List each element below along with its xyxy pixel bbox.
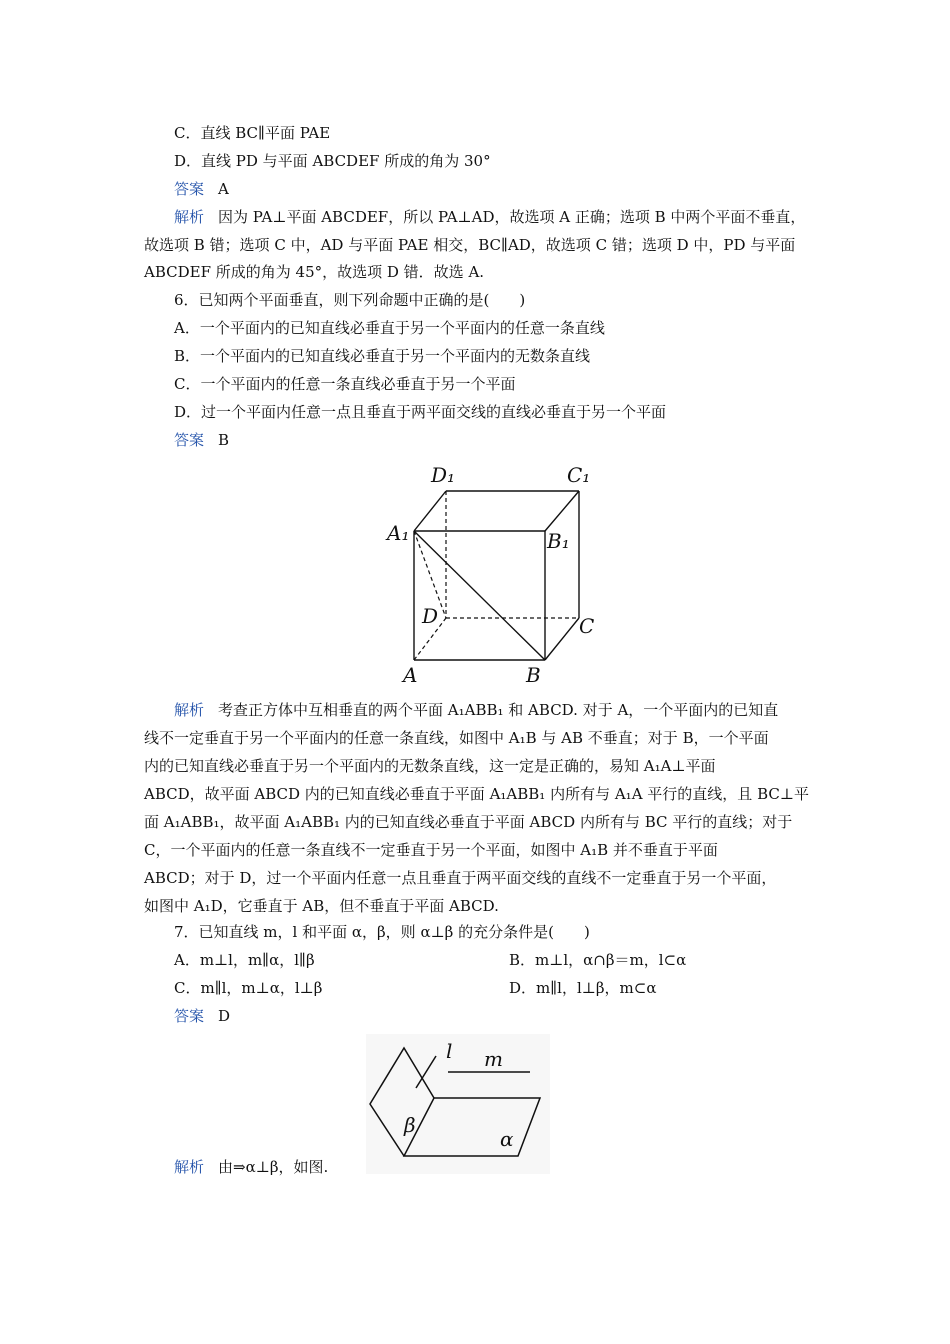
label-beta: β [404, 1113, 416, 1137]
q7-option-c: C．m∥l，m⊥α，l⊥β [174, 979, 323, 997]
q6-option-b: B．一个平面内的已知直线必垂直于另一个平面内的无数条直线 [174, 347, 591, 365]
label-d: D [422, 604, 439, 628]
label-c1: C₁ [567, 463, 591, 487]
analysis-text: 考查正方体中互相垂直的两个平面 A₁ABB₁ 和 ABCD. 对于 A，一个平面内的已知直 [218, 701, 779, 719]
q6-analysis-line-2: 线不一定垂直于另一个平面内的任意一条直线，如图中 A₁B 与 AB 不垂直；对于 B，一个平面 [144, 729, 769, 747]
analysis-text: 因为 PA⊥平面 ABCDEF，所以 PA⊥AD，故选项 A 正确；选项 B 中两个平面不垂直， [218, 208, 806, 226]
edge-a1-d1 [414, 491, 446, 531]
label-alpha: α [500, 1127, 514, 1151]
label-l: l [446, 1039, 453, 1063]
q7-answer [174, 1006, 230, 1026]
q6-option-c: C．一个平面内的任意一条直线必垂直于另一个平面 [174, 375, 516, 393]
q5-option-d: D．直线 PD 与平面 ABCDEF 所成的角为 30° [174, 152, 491, 170]
q5-answer [174, 179, 229, 199]
answer-value: B [218, 431, 230, 449]
q5-analysis-line-3: ABCDEF 所成的角为 45°，故选项 D 错．故选 A. [144, 263, 485, 281]
label-a: A [403, 663, 418, 687]
q5-analysis-line-1 [174, 207, 805, 227]
q6-stem: 6．已知两个平面垂直，则下列命题中正确的是( ) [174, 291, 526, 309]
label-b1: B₁ [547, 529, 570, 553]
analysis-label: 解析 [174, 701, 205, 719]
cube-figure [383, 456, 603, 688]
analysis-label: 解析 [174, 1158, 205, 1176]
q7-option-a: A．m⊥l，m∥α，l∥β [174, 951, 315, 969]
q7-option-d: D．m∥l，l⊥β，m⊂α [509, 979, 657, 997]
answer-label: 答案 [174, 431, 205, 449]
q6-analysis-line-6: C，一个平面内的任意一条直线不一定垂直于另一个平面，如图中 A₁B 并不垂直于平面 [144, 841, 718, 859]
label-b: B [526, 663, 541, 687]
analysis-text: 由⇒α⊥β，如图. [218, 1158, 329, 1176]
answer-value: D [218, 1007, 231, 1025]
diagonal-a1-b [414, 531, 545, 660]
q6-option-d: D．过一个平面内任意一点且垂直于两平面交线的直线必垂直于另一个平面 [174, 403, 667, 421]
q7-stem: 7．已知直线 m，l 和平面 α，β，则 α⊥β 的充分条件是( ) [174, 923, 590, 941]
answer-label: 答案 [174, 1007, 205, 1025]
q6-answer [174, 430, 229, 450]
planes-figure [366, 1034, 550, 1174]
answer-value: A [218, 180, 229, 198]
q6-analysis-line-5: 面 A₁ABB₁，故平面 A₁ABB₁ 内的已知直线必垂直于平面 ABCD 内所有与 BC 平行的直线；对于 [144, 813, 793, 831]
edge-b1-c1 [545, 491, 579, 531]
q5-analysis-line-2: 故选项 B 错；选项 C 中，AD 与平面 PAE 相交，BC∥AD，故选项 C 错；选项 D 中，PD 与平面 [144, 236, 796, 254]
q6-analysis-line-8: 如图中 A₁D，它垂直于 AB，但不垂直于平面 ABCD. [144, 897, 499, 915]
q6-analysis-line-1 [174, 700, 778, 720]
q7-analysis [174, 1157, 328, 1177]
q6-option-a: A．一个平面内的已知直线必垂直于另一个平面内的任意一条直线 [174, 319, 605, 337]
q6-analysis-line-3: 内的已知直线必垂直于另一个平面内的无数条直线，这一定是正确的，易知 A₁A⊥平面 [144, 757, 716, 775]
q5-option-c: C．直线 BC∥平面 PAE [174, 124, 331, 142]
label-m: m [484, 1047, 503, 1071]
label-a1: A₁ [387, 521, 410, 545]
q7-option-b: B．m⊥l，α∩β＝m，l⊂α [509, 951, 687, 969]
label-c: C [579, 614, 595, 638]
label-d1: D₁ [431, 463, 456, 487]
answer-label: 答案 [174, 180, 205, 198]
q6-analysis-line-4: ABCD，故平面 ABCD 内的已知直线必垂直于平面 A₁ABB₁ 内所有与 A₁A 平行的直线，且 BC⊥平 [144, 785, 809, 803]
edge-b-c [545, 618, 579, 660]
analysis-label: 解析 [174, 208, 205, 226]
q6-analysis-line-7: ABCD；对于 D，过一个平面内任意一点且垂直于两平面交线的直线不一定垂直于另一个平面， [144, 869, 777, 887]
